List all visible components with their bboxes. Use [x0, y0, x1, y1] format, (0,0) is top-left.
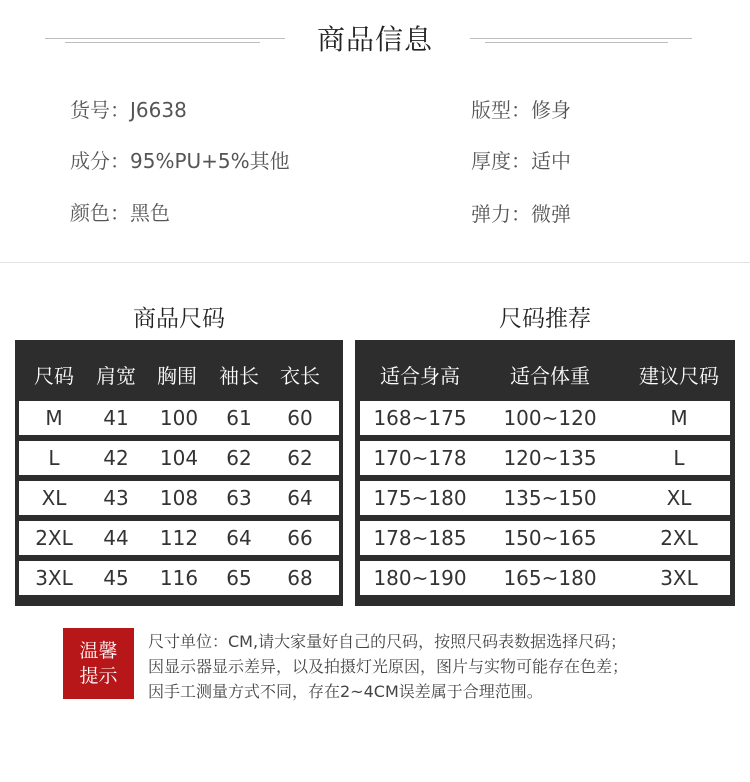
recommend-table-header: 建议尺码 — [639, 364, 719, 388]
info-label: 颜色： — [70, 201, 130, 225]
table-cell: 108 — [159, 486, 199, 510]
table-cell: 64 — [287, 486, 313, 510]
tip-badge-line: 提示 — [79, 664, 118, 687]
recommend-table-title: 尺码推荐 — [499, 306, 591, 332]
table-row — [19, 441, 339, 475]
table-row — [360, 441, 730, 475]
notice-line: 因显示器显示差异，以及拍摄灯光原因，图片与实物可能存在色差； — [148, 657, 629, 676]
table-row — [360, 561, 730, 595]
table-cell: M — [670, 406, 688, 430]
size-table-header: 肩宽 — [96, 364, 136, 388]
info-value: 黑色 — [130, 201, 170, 225]
info-item-thickness — [471, 145, 571, 174]
info-label: 成分： — [70, 149, 130, 173]
recommend-table-header: 适合身高 — [380, 364, 460, 388]
table-cell: 168~175 — [373, 406, 467, 430]
table-cell: 43 — [103, 486, 129, 510]
table-cell: 64 — [226, 526, 252, 550]
table-cell: 100 — [159, 406, 199, 430]
table-row — [360, 481, 730, 515]
table-cell: XL — [666, 486, 692, 510]
size-table — [15, 340, 343, 606]
tip-badge-line: 温馨 — [79, 639, 118, 662]
table-row — [19, 401, 339, 435]
table-cell: 120~135 — [503, 446, 597, 470]
tip-badge — [63, 628, 134, 699]
size-table-header: 尺码 — [34, 364, 74, 388]
info-label: 厚度： — [471, 149, 531, 173]
table-row — [19, 481, 339, 515]
notice-line: 因手工测量方式不同，存在2~4CM误差属于合理范围。 — [148, 682, 543, 701]
table-row — [360, 521, 730, 555]
table-cell: 170~178 — [373, 446, 467, 470]
info-value: 95%PU+5%其他 — [130, 149, 290, 173]
table-cell: 116 — [159, 566, 199, 590]
table-cell: 100~120 — [503, 406, 597, 430]
table-cell: 65 — [226, 566, 252, 590]
info-label: 弹力： — [471, 202, 531, 226]
recommend-table-header: 适合体重 — [510, 364, 590, 388]
section-divider — [0, 262, 750, 263]
table-cell: 45 — [103, 566, 129, 590]
table-cell: 104 — [159, 446, 199, 470]
table-cell: 150~165 — [503, 526, 597, 550]
table-row — [19, 521, 339, 555]
table-cell: 135~150 — [503, 486, 597, 510]
table-cell: M — [45, 406, 63, 430]
table-cell: XL — [41, 486, 67, 510]
table-cell: 62 — [287, 446, 313, 470]
size-table-header: 衣长 — [280, 364, 320, 388]
info-item-sku — [70, 94, 187, 123]
info-value: J6638 — [130, 98, 187, 122]
size-table-header: 袖长 — [219, 364, 259, 388]
table-cell: L — [673, 446, 685, 470]
table-cell: 60 — [287, 406, 313, 430]
table-cell: 180~190 — [373, 566, 467, 590]
table-cell: 44 — [103, 526, 129, 550]
info-value: 修身 — [531, 98, 571, 122]
size-table-title: 商品尺码 — [133, 306, 225, 332]
page-title: 商品信息 — [316, 23, 433, 56]
table-cell: 62 — [226, 446, 252, 470]
recommend-table — [355, 340, 735, 606]
table-cell: 2XL — [660, 526, 698, 550]
table-cell: 68 — [287, 566, 313, 590]
size-table-header: 胸围 — [157, 364, 197, 388]
notice-line: 尺寸单位：CM,请大家量好自己的尺码，按照尺码表数据选择尺码； — [148, 632, 627, 651]
info-item-fit — [471, 94, 571, 123]
table-cell: L — [48, 446, 60, 470]
table-cell: 66 — [287, 526, 313, 550]
table-row — [19, 561, 339, 595]
table-cell: 42 — [103, 446, 129, 470]
table-cell: 2XL — [35, 526, 73, 550]
table-cell: 175~180 — [373, 486, 467, 510]
info-value: 适中 — [531, 149, 571, 173]
table-cell: 63 — [226, 486, 252, 510]
table-row — [360, 401, 730, 435]
table-cell: 3XL — [35, 566, 73, 590]
info-label: 货号： — [70, 98, 130, 122]
table-cell: 41 — [103, 406, 129, 430]
table-cell: 61 — [226, 406, 252, 430]
info-value: 微弹 — [531, 202, 571, 226]
info-item-color — [70, 197, 170, 226]
info-label: 版型： — [471, 98, 531, 122]
info-item-composition — [70, 145, 290, 174]
info-item-elasticity — [471, 198, 571, 227]
table-cell: 3XL — [660, 566, 698, 590]
table-cell: 112 — [159, 526, 199, 550]
table-cell: 178~185 — [373, 526, 467, 550]
table-cell: 165~180 — [503, 566, 597, 590]
